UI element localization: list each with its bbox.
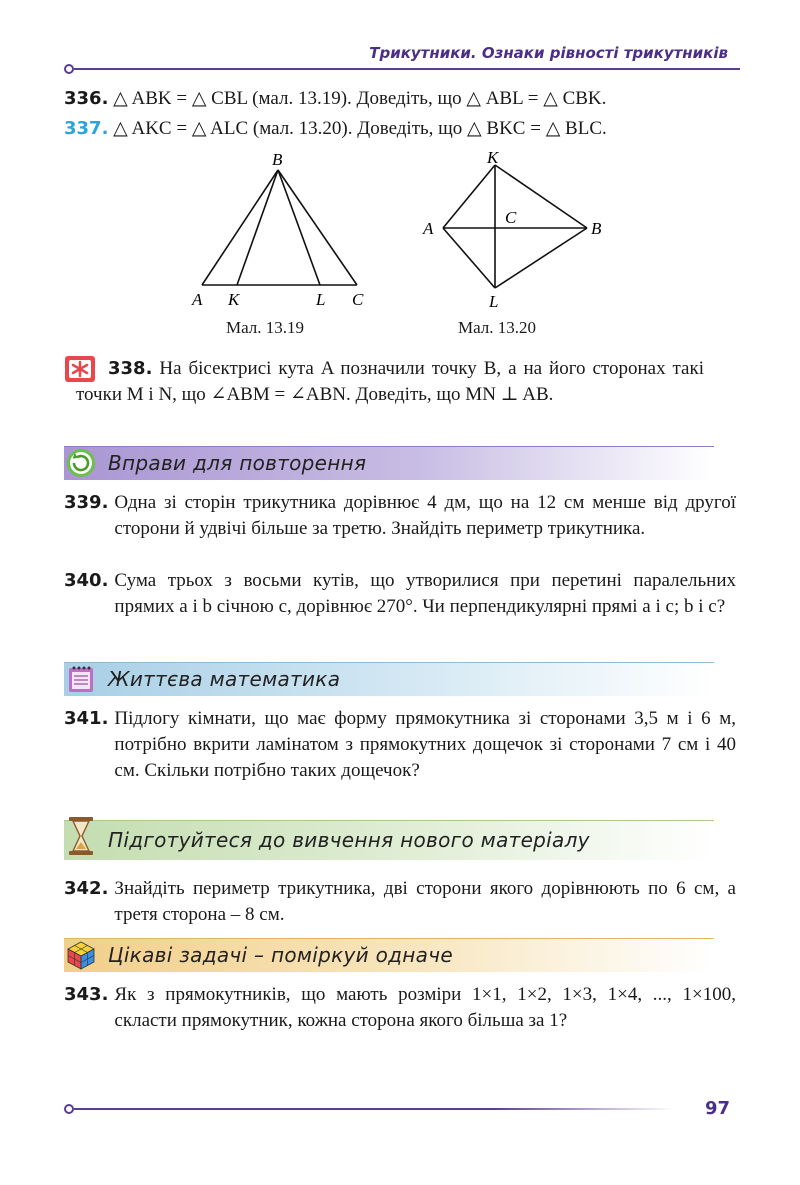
problem-number: 337. [64,118,109,139]
problem-text: Як з прямокутників, що мають розміри 1×1, 1×2, 1×3, 1×4, ..., 1×100, скласти прямокутник, кожна сторона якого більша за 1? [114,984,736,1031]
footer-rule-start [64,1104,74,1114]
section-title: Підготуйтеся до вивчення нового матеріалу [108,828,590,852]
fig2-label-B: B [591,219,602,238]
section-life-math [64,662,714,696]
section-title: Вправи для повторення [108,451,367,475]
problem-341 [64,706,736,784]
problem-number: 340. [64,570,109,591]
figure-13-20 [415,145,615,315]
fig1-label-A: A [192,290,203,309]
hourglass-icon [66,816,96,856]
fig1-label-K: K [228,290,240,309]
running-header: Трикутники. Ознаки рівності трикутників [369,44,728,62]
section-puzzles [64,938,714,972]
problem-336 [64,86,736,112]
problem-337 [64,116,736,142]
section-title: Цікаві задачі – поміркуй одначе [108,943,453,967]
fig1-label-C: C [352,290,364,309]
problem-number: 338. [108,358,153,379]
problem-number: 343. [64,984,109,1005]
problem-text: Сума трьох з восьми кутів, що утворилися при перетині паралельних прямих a і b січною c, дорівнює 270°. Чи перпендикулярні прямі a і c; b і c? [114,570,736,617]
notebook-icon [66,664,96,694]
problem-text: △ AKC = △ ALC (мал. 13.20). Доведіть, що △ BKC = △ BLC. [113,118,607,139]
fig2-label-A: A [423,219,434,238]
fig2-label-L: L [489,292,499,311]
fig1-label-B: B [272,150,283,169]
fig1-label-L: L [316,290,326,309]
section-review [64,446,714,480]
problem-number: 336. [64,88,109,109]
figure-13-19 [180,145,390,320]
problem-text: △ ABK = △ CBL (мал. 13.19). Доведіть, що △ ABL = △ CBK. [113,88,607,109]
footer-rule [74,1108,674,1110]
header-rule-start [64,64,74,74]
section-title: Життєва математика [108,667,341,691]
refresh-icon [66,448,96,478]
problem-number: 342. [64,878,109,899]
section-prepare [64,820,714,860]
problem-text: На бісектрисі кута A позначили точку B, а на його сторонах такі точки M і N, що ∠ABM = ∠ABN. Доведіть, що MN ⊥ AB. [76,358,705,405]
figure-13-20-caption: Мал. 13.20 [458,318,537,337]
problem-343 [64,982,736,1034]
problem-340 [64,568,736,620]
problem-number: 341. [64,708,109,729]
problem-number: 339. [64,492,109,513]
rubiks-cube-icon [66,940,96,970]
problem-text: Знайдіть периметр трикутника, дві сторони якого дорівнюють по 6 см, а третя сторона – 8 см. [114,878,736,925]
page-number: 97 [704,1098,730,1119]
problem-342 [64,876,736,928]
problem-338 [76,356,704,408]
figure-13-19-caption: Мал. 13.19 [226,318,305,337]
fig2-label-K: K [487,148,499,167]
fig2-label-C: C [505,208,517,227]
problem-text: Одна зі сторін трикутника дорівнює 4 дм, що на 12 см менше від другої сторони й удвічі більше за третю. Знайдіть периметр трикутника. [114,492,736,539]
header-rule [74,68,740,70]
problem-339 [64,490,736,542]
problem-text: Підлогу кімнати, що має форму прямокутника зі сторонами 3,5 м і 6 м, потрібно вкрити ламінатом з прямокутних дощечок зі сторонами 7 см і 40 см. Скільки потрібно таких дощечок? [114,708,736,781]
